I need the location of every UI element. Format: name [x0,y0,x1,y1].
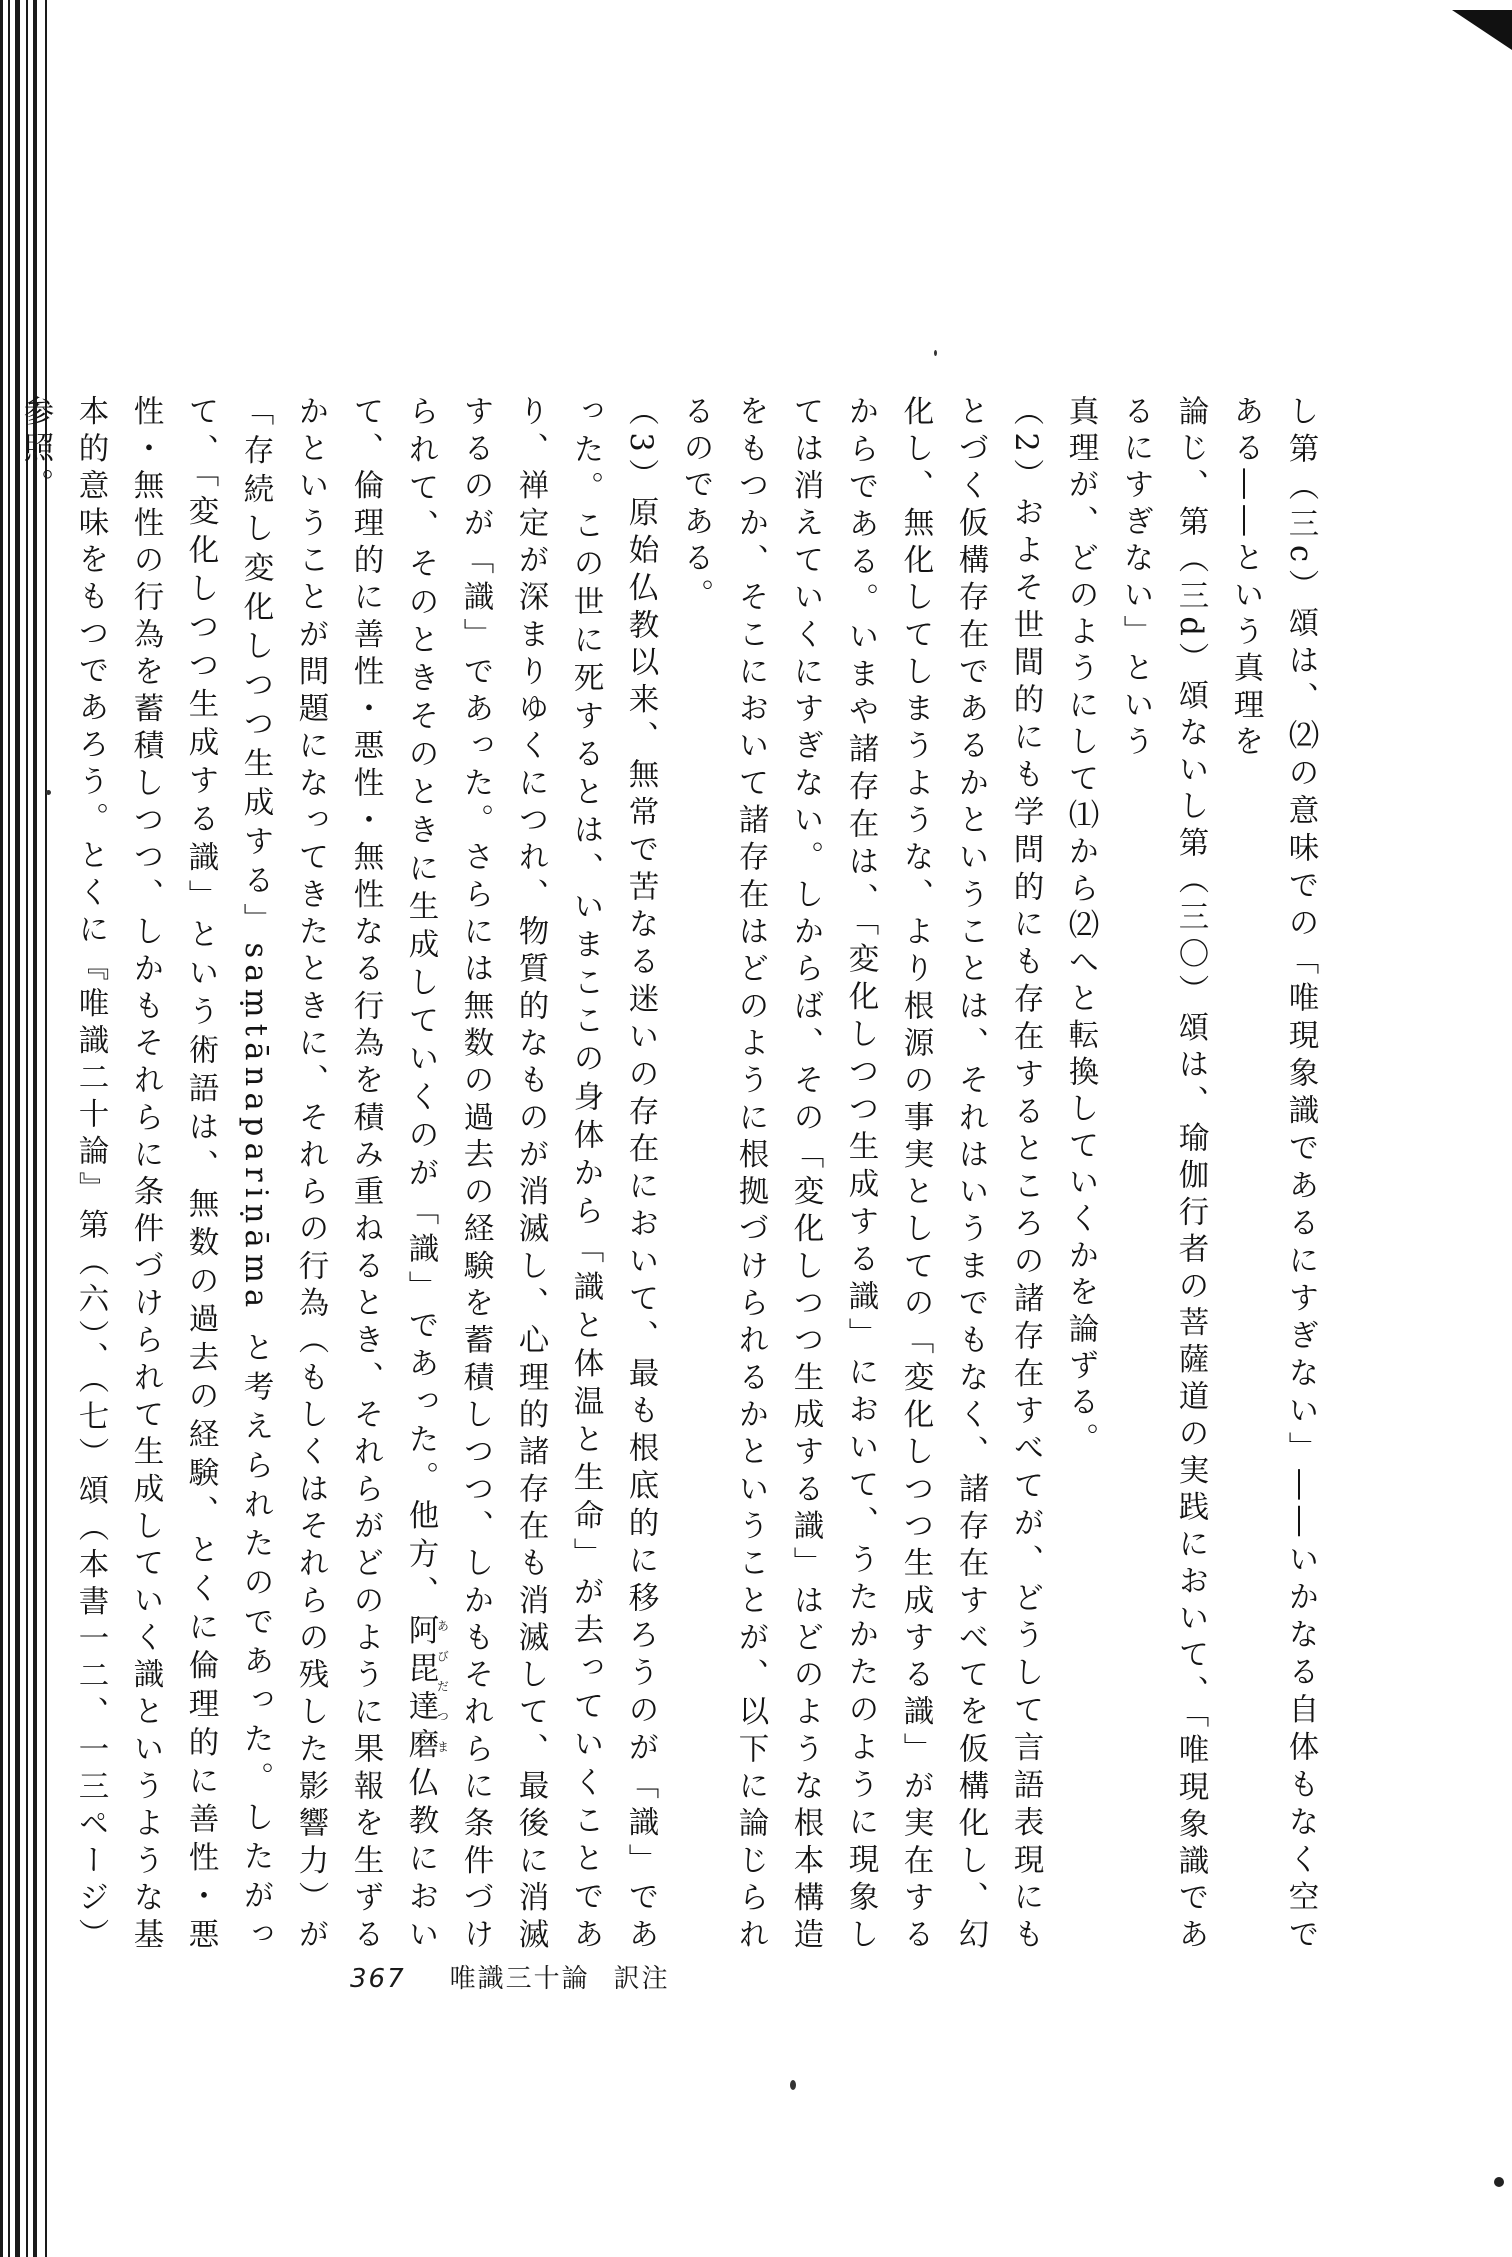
ruby-term: 阿毘達磨あびだつま [403,1613,450,1766]
book-title: 唯識三十論 [449,1964,590,1994]
paragraph-text: し第（三c）頌は、⑵の意味での「唯現象識であるにすぎない」――いかなる自体もなく空である――という真理を [1228,395,1318,1955]
vertical-text-body [18,395,1328,1955]
speck [790,2080,796,2090]
note-label: （3） [623,395,658,497]
paragraph-line [1108,395,1218,1955]
paragraph-line [1053,395,1108,1955]
paragraph-line [1218,395,1328,1955]
note-text: 原始仏教以来、無常で苦なる迷いの存在において、最も根底的に移ろうのが「識」であった。この世に死するとは、いまここの身体から「識と体温と生命」が去っていくことであり、禅定が深まりゆくにつれ、物質的なものが消滅し、心理的諸存在も消滅して、最後に消滅するのが「識」であった。さらには無数の過去の経験を蓄積しつつ、しかもそれらに条件づけられて、そのときそのときに生成していくのが「識」であった。他方、阿毘達磨あびだつま仏教において、倫理的に善性・悪性・無性なる行為を積み重ねるとき、それらがどのように果報を生ずるかということが問題になってきたときに、それらの行為（もしくはそれらの残した影響力）が「存続し変化しつつ生成する」saṃtānapariṇāma と考えられたのであった。したがって、「変化しつつ生成する識」という術語は、無数の過去の経験、とくに倫理的に善性・悪性・無性の行為を蓄積しつつ、しかもそれらに条件づけられて生成していく識というような基本的意味をもつであろう。とくに『唯識二十論』第（六）、（七）頌（本書一二、一三ページ）参照。 [18,395,658,1955]
page-number: 367 [350,1964,406,1994]
corner-mark [1452,10,1512,50]
ruby-reading: あびだつま [435,1613,450,1765]
paragraph-text: 論じ、第（三d）頌ないし第（三〇）頌は、瑜伽行者の菩薩道の実践において、「唯現象識であるにすぎない」という [1118,395,1208,1955]
speck [934,350,937,356]
note-paragraph [668,395,1053,1955]
section-title: 訳注 [613,1964,670,1994]
note-paragraph [0,395,8,1955]
note-label: （2） [1008,395,1043,497]
paragraph-text: 真理が、どのようにして⑴から⑵へと転換していくかを論ずる。 [1063,395,1098,1460]
note-paragraph [8,395,668,1955]
corner-dot [1494,2177,1504,2187]
note-text: およそ世間的にも学問的にも存在するところの諸存在すべてが、どうして言語表現にもとづく仮構存在であるかということは、それはいうまでもなく、諸存在すべてを仮構化し、幻化し、無化してしまうような、より根源の事実としての「変化しつつ生成する識」が実在するからである。いまや諸存在は、「変化しつつ生成する識」において、うたかたのように現象しては消えていくにすぎない。しからば、その「変化しつつ生成する識」はどのような根本構造をもつか、そこにおいて諸存在はどのように根拠づけられるかということが、以下に論じられるのである。 [678,395,1043,1955]
page-footer [350,1958,670,1995]
